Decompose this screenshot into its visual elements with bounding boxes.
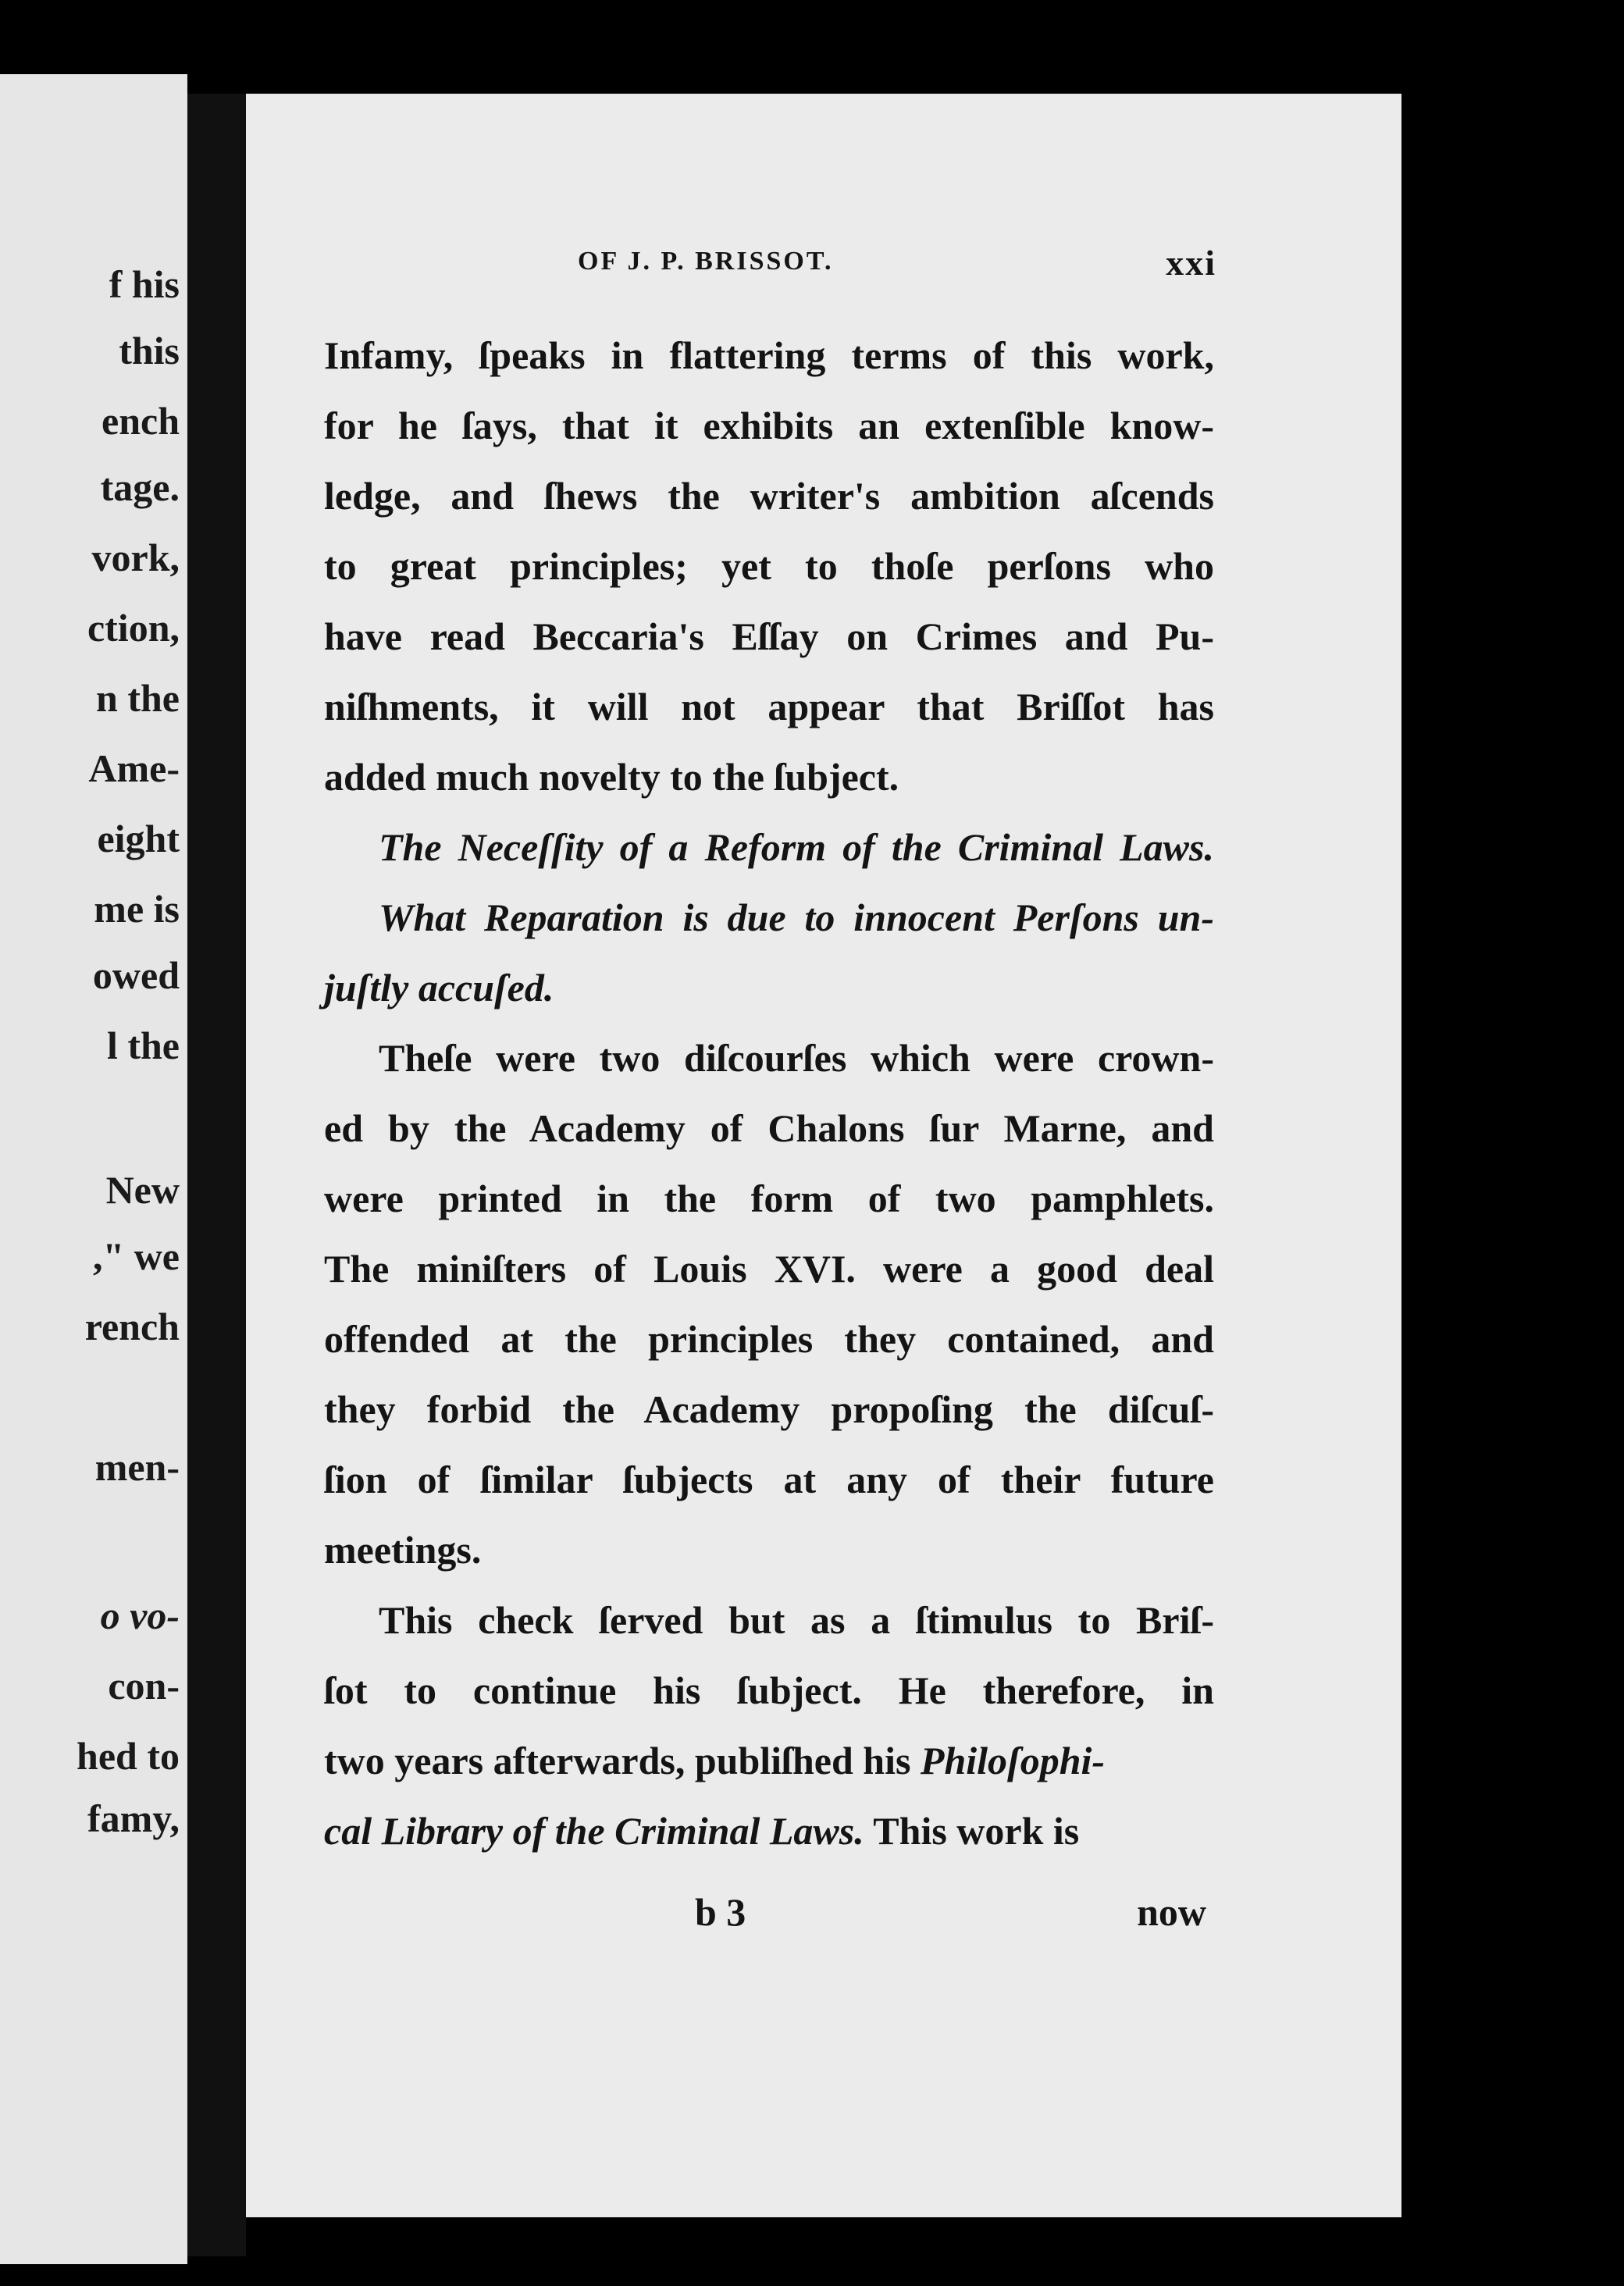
left-page-line: n the xyxy=(96,676,180,720)
left-page-line: ction, xyxy=(87,606,180,650)
section-title: What Reparation is due to innocent Perſons un- xyxy=(379,896,1214,939)
text-line xyxy=(324,1796,1214,1866)
section-title: The Neceſſity of a Reform of the Criminal Laws. xyxy=(379,825,1214,869)
book-title-span: cal Library of the Criminal Laws. xyxy=(324,1809,864,1853)
catchword: now xyxy=(1137,1890,1206,1934)
left-page-line: New xyxy=(105,1168,180,1212)
text-line: Theſe were two diſcourſes which were crown- xyxy=(379,1036,1214,1080)
left-page-line: famy, xyxy=(87,1796,180,1840)
text-line: for he ſays, that it exhibits an extenſible know- xyxy=(324,404,1214,447)
page-header xyxy=(328,234,1226,289)
left-page-line: Ame- xyxy=(88,746,180,790)
left-page-line: hed to xyxy=(77,1734,180,1778)
text-span: two years afterwards, publiſhed his xyxy=(324,1739,921,1782)
left-page-line: con- xyxy=(108,1664,180,1707)
left-page-line: ," we xyxy=(92,1234,180,1278)
signature-mark: b 3 xyxy=(695,1890,746,1934)
left-page-line: f his xyxy=(109,262,180,306)
text-line: ſion of ſimilar ſubjects at any of their future xyxy=(324,1458,1214,1501)
left-page-line: rench xyxy=(84,1305,180,1348)
page-footer xyxy=(328,1882,1206,1952)
text-line: have read Beccaria's Eſſay on Crimes and Pu- xyxy=(324,614,1214,658)
left-page-line: owed xyxy=(92,953,180,997)
text-line: ed by the Academy of Chalons ſur Marne, and xyxy=(324,1106,1214,1150)
text-line: This check ſerved but as a ſtimulus to Briſ- xyxy=(379,1598,1214,1642)
section-title: juſtly accuſed. xyxy=(324,966,554,1009)
text-line: added much novelty to the ſubject. xyxy=(324,755,899,799)
running-head: OF J. P. BRISSOT. xyxy=(578,247,834,276)
text-line: were printed in the form of two pamphlets. xyxy=(324,1177,1214,1220)
left-page-line: me is xyxy=(94,887,180,931)
page-number: xxi xyxy=(1166,243,1216,283)
text-line: meetings. xyxy=(324,1528,482,1572)
left-page-line: men- xyxy=(94,1445,180,1489)
left-page-line: l the xyxy=(106,1024,180,1067)
text-line: The miniſters of Louis XVI. were a good deal xyxy=(324,1247,1214,1291)
text-line: ledge, and ſhews the writer's ambition aſcends xyxy=(324,474,1214,518)
left-page-line: tage. xyxy=(100,465,180,509)
book-gutter xyxy=(187,94,246,2256)
left-page-line: this xyxy=(119,329,180,372)
body-text xyxy=(324,320,1214,1866)
text-line: they forbid the Academy propoſing the diſcuſ- xyxy=(324,1387,1214,1431)
text-line: offended at the principles they contained, and xyxy=(324,1317,1214,1361)
text-line: to great principles; yet to thoſe perſons who xyxy=(324,544,1214,588)
text-span: This work is xyxy=(864,1809,1080,1853)
left-page-line: o vo- xyxy=(100,1593,180,1637)
left-page-line: eight xyxy=(97,817,180,860)
text-line: niſhments, it will not appear that Briſſot has xyxy=(324,685,1214,728)
book-title-span: Philoſophi- xyxy=(920,1739,1106,1782)
left-page xyxy=(0,74,187,2264)
text-line xyxy=(324,1725,1214,1796)
text-line: ſot to continue his ſubject. He therefore, in xyxy=(324,1668,1214,1712)
left-page-line: vork, xyxy=(91,536,180,579)
left-page-line: ench xyxy=(102,399,180,443)
text-line: Infamy, ſpeaks in flattering terms of this work, xyxy=(324,333,1214,377)
